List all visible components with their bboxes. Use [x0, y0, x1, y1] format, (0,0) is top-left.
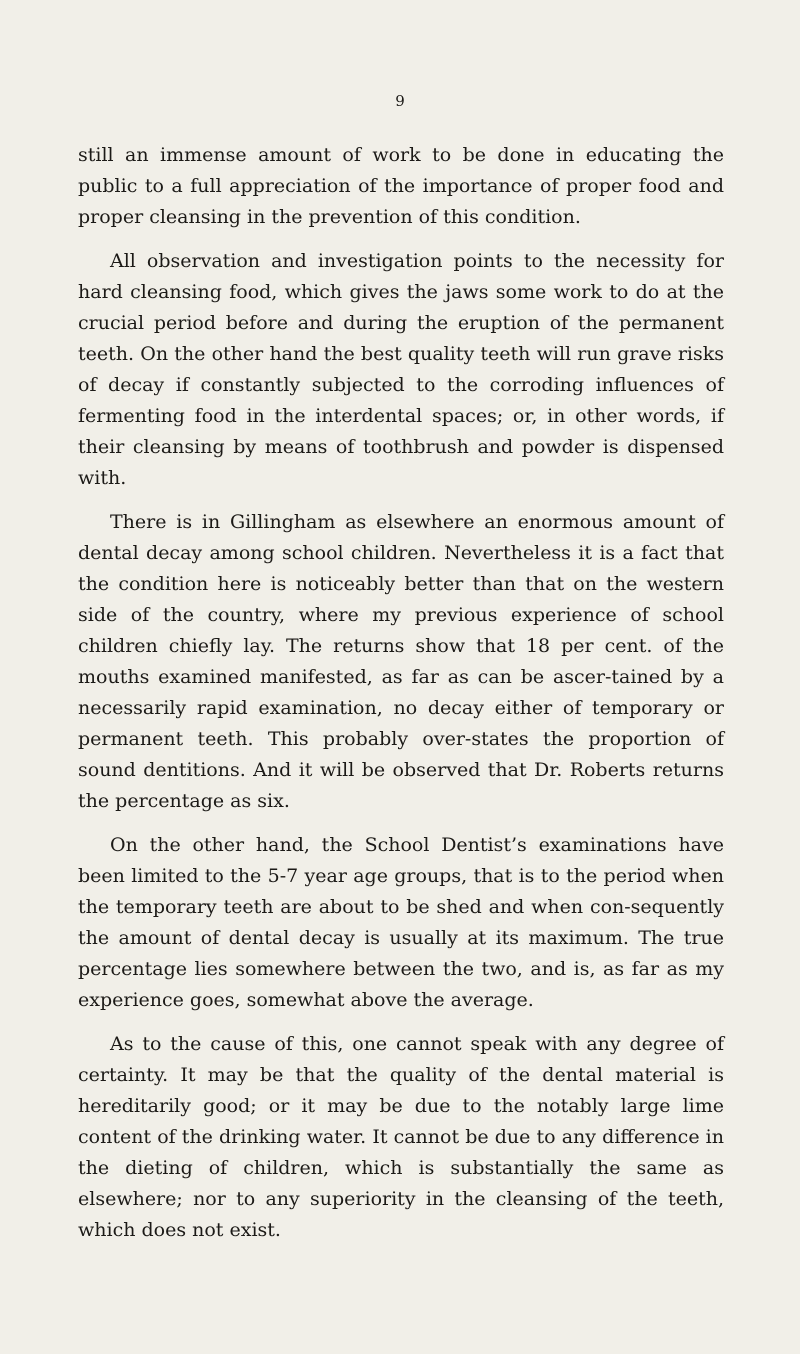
- paragraph-hard-cleansing-food: All observation and investigation points to the necessity for hard cleansing food, which gives the jaws some work to do at the crucial period before and during the eruption of the permanent teeth. On the other hand the best quality teeth will run grave risks of decay if constantly subjected to the corroding influences of fermenting food in the interdental spaces; or, in other words, if their cleansing by means of toothbrush and powder is dispensed with.: [78, 250, 724, 489]
- paragraph-school-dentist: On the other hand, the School Dentist’s examinations have been limited to the 5-7 year age groups, that is to the period when the temporary teeth are about to be shed and when con-sequently the amount of dental decay is usually at its maximum. The true percentage lies somewhere between the two, and is, as far as my experience goes, somewhat above the average.: [78, 834, 724, 1011]
- page-number: 9: [395, 92, 405, 110]
- paragraph-gillingham-decay: There is in Gillingham as elsewhere an enormous amount of dental decay among school children. Nevertheless it is a fact that the condition here is noticeably better than that on the western side of the country, where my previous experience of school children chiefly lay. The returns show that 18 per cent. of the mouths examined manifested, as far as can be ascer-tained by a necessarily rapid examination, no decay either of temporary or permanent teeth. This probably over-states the proportion of sound dentitions. And it will be observed that Dr. Roberts returns the percentage as six.: [78, 511, 724, 812]
- paragraph-continuation: still an immense amount of work to be done in educating the public to a full appreciation of the importance of proper food and proper cleansing in the prevention of this condition.: [78, 144, 724, 228]
- body-text: [78, 140, 724, 1246]
- paragraph-cause: As to the cause of this, one cannot speak with any degree of certainty. It may be that the quality of the dental material is hereditarily good; or it may be due to the notably large lime content of the drinking water. It cannot be due to any difference in the dieting of children, which is substantially the same as elsewhere; nor to any superiority in the cleansing of the teeth, which does not exist.: [78, 1033, 724, 1241]
